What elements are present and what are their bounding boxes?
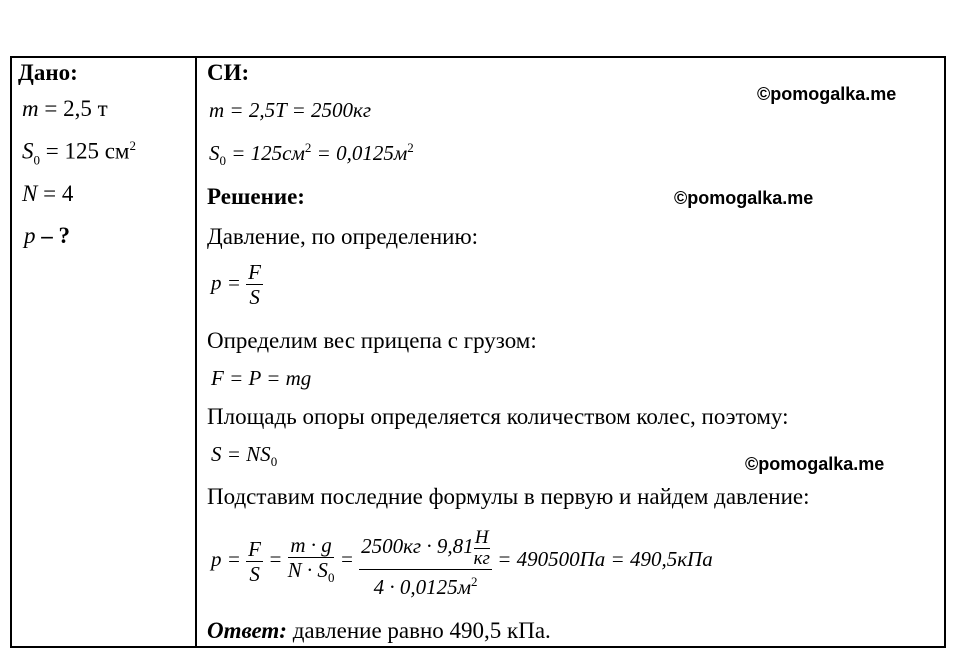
- area-sub: 0: [33, 152, 40, 168]
- given-unknown: [24, 223, 70, 249]
- solution-heading: Решение:: [207, 184, 305, 209]
- mass-var: m: [22, 96, 39, 121]
- answer-text: давление равно 490,5 кПа.: [286, 618, 551, 643]
- watermark-2: ©pomogalka.me: [674, 188, 814, 208]
- unknown-value: – ?: [41, 223, 70, 248]
- formula-final: p = $\frac{F}{S}$ = $\frac{m \cdot g}{N \cdot S_0}$ = 2500кг · 9,81 $\frac{Н}{кг}$ $4 \cdot 0,0125м^2$ = 490500Па = 490,5кПа: [211, 524, 713, 599]
- text-substitute: Подставим последние формулы в первую и найдем давление:: [207, 484, 810, 509]
- given-wheels: [22, 181, 73, 207]
- text-definition: Давление, по определению:: [207, 224, 479, 249]
- solution-table: [10, 56, 946, 648]
- given-area: [22, 138, 136, 168]
- si-line-mass: m = 2,5T = 2500кг: [209, 98, 372, 122]
- answer-label: Ответ:: [207, 618, 287, 643]
- given-heading: Дано:: [18, 60, 78, 85]
- watermark-3: ©pomogalka.me: [745, 454, 885, 474]
- formula-area: $S = NS_0$: [211, 442, 278, 470]
- si-heading: СИ:: [207, 60, 250, 85]
- wheels-value: = 4: [43, 181, 74, 206]
- formula-pressure: p = $\frac{F}{S}$: [211, 260, 261, 309]
- area-sup: 2: [129, 138, 136, 153]
- watermark-1: ©pomogalka.me: [757, 84, 897, 104]
- area-var: S: [22, 138, 34, 164]
- answer-line: [207, 618, 551, 644]
- si-line-area: $S_0 = 125см^2 = 0,0125м^2$: [209, 140, 414, 169]
- mass-value: = 2,5 т: [44, 96, 108, 121]
- text-area: Площадь опоры определяется количеством колес, поэтому:: [207, 404, 789, 429]
- si-solution-column: [197, 58, 944, 646]
- text-weight: Определим вес прицепа с грузом:: [207, 328, 537, 353]
- given-column: [12, 58, 195, 646]
- given-mass: [22, 96, 108, 122]
- unknown-var: p: [24, 223, 36, 248]
- formula-weight: F = P = mg: [211, 366, 312, 390]
- wheels-var: N: [22, 181, 38, 206]
- area-value: = 125 см: [45, 138, 130, 164]
